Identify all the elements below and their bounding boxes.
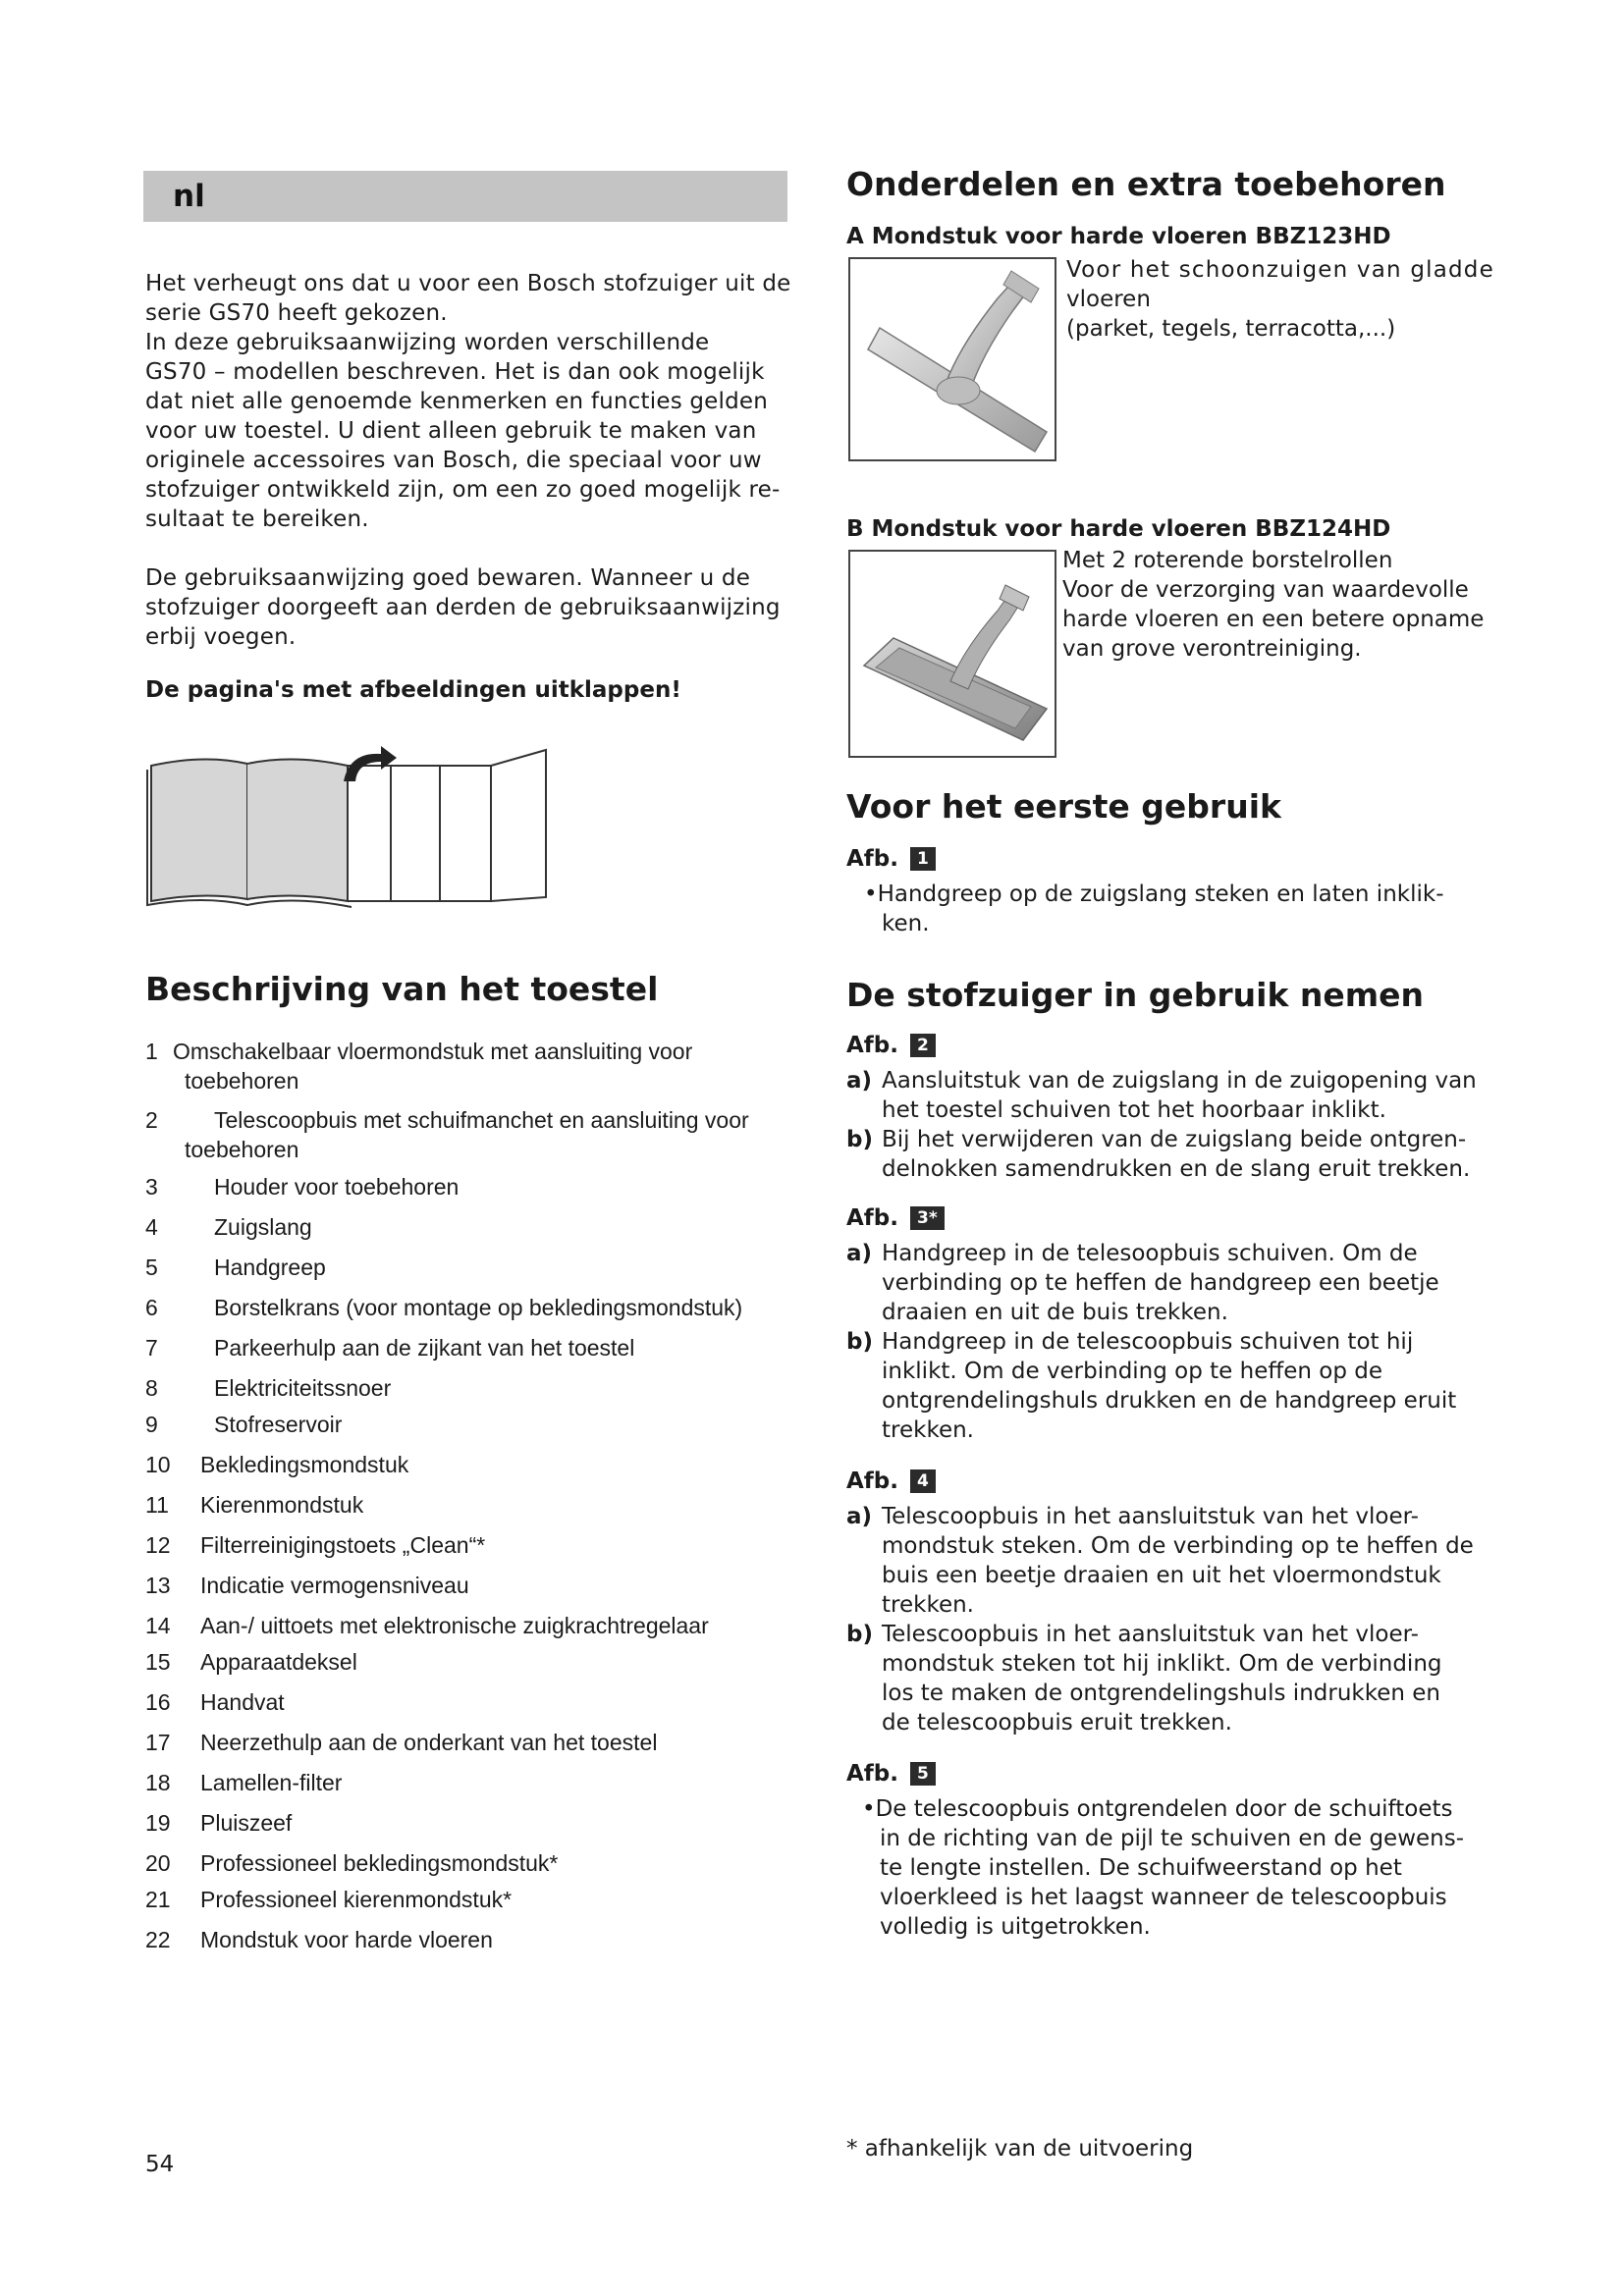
list-item-continuation: toebehoren	[185, 1068, 299, 1094]
intro-line: GS70 – modellen beschreven. Het is dan ook mogelijk	[145, 359, 765, 385]
list-item: 10 Bekledingsmondstuk	[145, 1452, 409, 1477]
figure-badge: 1	[910, 847, 936, 871]
list-item-continuation: toebehoren	[185, 1137, 299, 1162]
accessory-a-image	[848, 257, 1056, 461]
figure-2-steps: a) Aansluitstuk van de zuigslang in de zuigopening van het toestel schuiven tot het hoorbaar inklikt. b) Bij het verwijderen van de zuigslang beide ontgren- delnokken samendrukken en de slang eruit trekken.	[846, 1068, 1477, 1182]
figure-badge: 4	[910, 1469, 936, 1493]
figure-5-bullet: •De telescoopbuis ontgrendelen door de schuiftoets in de richting van de pijl te schuiven en de gewens- te lengte instellen. De schuifweerstand op het vloerkleed is het laagst wanneer de telescoopbuis volledig is uitgetrokken.	[862, 1796, 1465, 1940]
hard-floor-nozzle-drawing	[850, 259, 1055, 459]
accessory-a-line: (parket, tegels, terracotta,...)	[1066, 316, 1396, 342]
figure-3-steps: a) Handgreep in de telesoopbuis schuiven. Om de verbinding op te heffen de handgreep een beetje draaien en uit de buis trekken. b) Handgreep in de telescoopbuis schuiven tot hij inklikt. Om de verbinding op te heffen op de ontgrendelingshuls drukken en de handgreep eruit trekken.	[846, 1241, 1457, 1443]
brush-floor-nozzle-drawing	[850, 552, 1055, 756]
intro-line: serie GS70 heeft gekozen.	[145, 300, 448, 326]
foldout-pages-illustration	[145, 744, 558, 913]
intro-line: Het verheugt ons dat u voor een Bosch stofzuiger uit de	[145, 271, 791, 296]
page-number: 54	[145, 2152, 175, 2177]
accessory-b-image	[848, 550, 1056, 758]
list-item: 8 Elektriciteitssnoer	[145, 1375, 392, 1401]
figure-3-reference: Afb. 3*	[846, 1205, 945, 1231]
list-item: 22 Mondstuk voor harde vloeren	[145, 1927, 493, 1952]
accessory-a-line: vloeren	[1066, 287, 1151, 312]
first-use-heading: Voor het eerste gebruik	[846, 787, 1281, 826]
language-code: nl	[173, 179, 205, 214]
intro-line: sultaat te bereiken.	[145, 507, 369, 532]
accessory-b-line: Voor de verzorging van waardevolle	[1062, 577, 1469, 603]
list-item: 16 Handvat	[145, 1689, 285, 1715]
accessory-a-title: A Mondstuk voor harde vloeren BBZ123HD	[846, 224, 1391, 249]
figure-5-reference: Afb. 5	[846, 1761, 936, 1787]
intro-line: originele accessoires van Bosch, die speciaal voor uw	[145, 448, 762, 473]
list-item: 19 Pluiszeef	[145, 1810, 293, 1836]
list-item: 13 Indicatie vermogensniveau	[145, 1573, 469, 1598]
language-header	[143, 171, 787, 222]
intro-line: In deze gebruiksaanwijzing worden verschillende	[145, 330, 710, 355]
footnote: * afhankelijk van de uitvoering	[846, 2136, 1194, 2162]
in-use-heading: De stofzuiger in gebruik nemen	[846, 976, 1425, 1014]
list-item: 14 Aan-/ uittoets met elektronische zuigkrachtregelaar	[145, 1613, 709, 1638]
list-item: 17 Neerzethulp aan de onderkant van het toestel	[145, 1730, 658, 1755]
list-item: 5 Handgreep	[145, 1255, 326, 1280]
storage-line: stofzuiger doorgeeft aan derden de gebruiksaanwijzing	[145, 595, 781, 620]
accessory-b-line: harde vloeren en een betere opname	[1062, 607, 1485, 632]
accessory-b-line: van grove verontreiniging.	[1062, 636, 1362, 662]
list-item: 2 Telescoopbuis met schuifmanchet en aansluiting voor	[145, 1107, 749, 1133]
list-item: 9 Stofreservoir	[145, 1412, 343, 1437]
list-item: 11 Kierenmondstuk	[145, 1492, 364, 1518]
figure-1-reference: Afb. 1	[846, 846, 936, 872]
figure-2-reference: Afb. 2	[846, 1033, 936, 1058]
list-item: 4 Zuigslang	[145, 1214, 312, 1240]
storage-line: erbij voegen.	[145, 624, 297, 650]
accessory-a-line: Voor het schoonzuigen van gladde	[1066, 257, 1494, 283]
list-item: 18 Lamellen-filter	[145, 1770, 343, 1795]
accessory-b-description	[1062, 546, 1484, 664]
intro-line: stofzuiger ontwikkeld zijn, om een zo goed mogelijk re-	[145, 477, 781, 503]
list-item: 15 Apparaatdeksel	[145, 1649, 357, 1675]
figure-badge: 2	[910, 1034, 936, 1057]
figure-4-steps: a) Telescoopbuis in het aansluitstuk van het vloer- mondstuk steken. Om de verbinding op te heffen de buis een beetje draaien en uit het vloermondstuk trekken. b) Telescoopbuis in het aansluitstuk van het vloer- mondstuk steken tot hij inklikt. Om de verbinding los te maken de ontgrendelingshuls indrukken en de telescoopbuis eruit trekken.	[846, 1504, 1474, 1735]
intro-line: voor uw toestel. U dient alleen gebruik te maken van	[145, 418, 757, 444]
intro-paragraph	[145, 269, 797, 534]
list-item: 12 Filterreinigingstoets „Clean“*	[145, 1532, 486, 1558]
first-use-bullet: •Handgreep op de zuigslang steken en laten inklik- ken.	[864, 881, 1444, 936]
storage-line: De gebruiksaanwijzing goed bewaren. Wanneer u de	[145, 565, 751, 591]
list-item: 20 Professioneel bekledingsmondstuk*	[145, 1850, 559, 1876]
accessories-heading: Onderdelen en extra toebehoren	[846, 165, 1446, 203]
storage-paragraph	[145, 563, 797, 652]
figure-4-reference: Afb. 4	[846, 1468, 936, 1494]
unfold-note: De pagina's met afbeeldingen uitklappen!	[145, 677, 681, 703]
figure-badge: 3*	[910, 1206, 945, 1230]
figure-badge: 5	[910, 1762, 936, 1786]
accessory-b-title: B Mondstuk voor harde vloeren BBZ124HD	[846, 516, 1391, 542]
intro-line: dat niet alle genoemde kenmerken en functies gelden	[145, 389, 769, 414]
list-item: 6 Borstelkrans (voor montage op bekledingsmondstuk)	[145, 1295, 743, 1320]
description-heading: Beschrijving van het toestel	[145, 970, 659, 1008]
list-item: 21 Professioneel kierenmondstuk*	[145, 1887, 513, 1912]
fold-arrow-icon	[344, 746, 397, 781]
list-item: 7 Parkeerhulp aan de zijkant van het toestel	[145, 1335, 635, 1361]
list-item: 3 Houder voor toebehoren	[145, 1174, 460, 1200]
list-item: 1 Omschakelbaar vloermondstuk met aansluiting voor	[145, 1039, 693, 1064]
accessory-a-description	[1066, 255, 1494, 344]
accessory-b-line: Met 2 roterende borstelrollen	[1062, 548, 1393, 573]
